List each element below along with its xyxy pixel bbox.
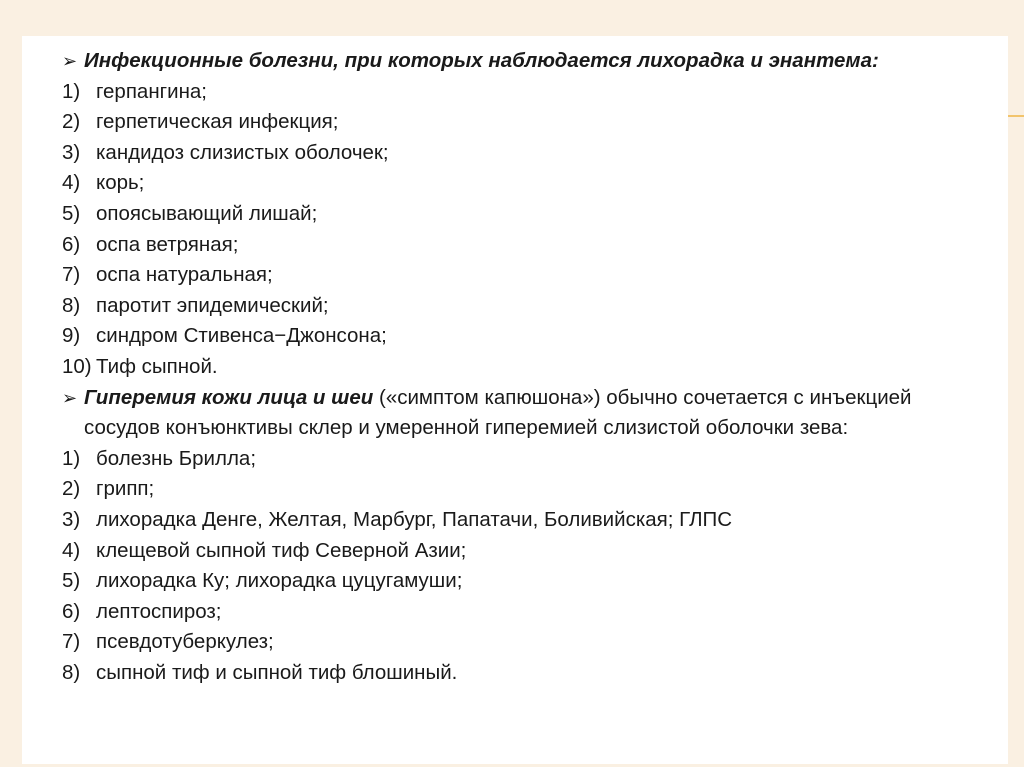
item-number: 4) [62, 171, 81, 195]
list-item [62, 291, 968, 322]
item-text: корь; [96, 171, 145, 195]
list-item [62, 321, 968, 352]
item-text: лептоспироз; [96, 599, 222, 623]
list-item [62, 444, 968, 475]
item-text: синдром Стивенса−Джонсона; [96, 324, 387, 348]
item-number: 9) [62, 324, 81, 348]
item-text: сыпной тиф и сыпной тиф блошиный. [96, 660, 458, 684]
list-item [62, 352, 968, 383]
slide-content [22, 36, 1008, 764]
item-text: псевдотуберкулез; [96, 630, 274, 654]
list-item [62, 199, 968, 230]
item-number: 5) [62, 569, 81, 593]
item-number: 3) [62, 507, 81, 531]
item-number: 2) [62, 477, 81, 501]
item-number: 3) [62, 140, 81, 164]
item-number: 2) [62, 110, 81, 134]
item-number: 1) [62, 79, 81, 103]
item-number: 7) [62, 630, 81, 654]
item-number: 4) [62, 538, 81, 562]
list-item [62, 536, 968, 567]
item-text: лихорадка Денге, Желтая, Марбург, Папатачи, Боливийская; ГЛПС [96, 507, 733, 531]
item-text: лихорадка Ку; лихорадка цуцугамуши; [96, 569, 463, 593]
section2-heading [62, 383, 968, 444]
item-number: 10) [62, 354, 92, 378]
item-text: болезнь Брилла; [96, 446, 257, 470]
section2-title-rest: («симптом капюшона») обычно сочетается с инъекцией сосудов конъюнктивы склер и умеренной гиперемией слизистой оболочки зева: [84, 385, 912, 440]
item-text: паротит эпидемический; [96, 293, 329, 317]
section2-list [62, 444, 968, 689]
item-number: 5) [62, 201, 81, 225]
list-item [62, 168, 968, 199]
item-text: кандидоз слизистых оболочек; [96, 140, 389, 164]
list-item [62, 230, 968, 261]
section1-heading [62, 46, 968, 77]
list-item [62, 658, 968, 689]
arrow-bullet-icon: ➢ [62, 51, 78, 71]
item-text: Тиф сыпной. [96, 354, 218, 378]
item-number: 8) [62, 660, 81, 684]
section2-title-bold: Гиперемия кожи лица и шеи [84, 385, 374, 409]
item-text: герпетическая инфекция; [96, 110, 339, 134]
list-item [62, 566, 968, 597]
section2-title [84, 383, 968, 444]
list-item [62, 107, 968, 138]
item-text: оспа ветряная; [96, 232, 239, 256]
item-text: опоясывающий лишай; [96, 201, 318, 225]
item-text: клещевой сыпной тиф Северной Азии; [96, 538, 467, 562]
item-number: 6) [62, 599, 81, 623]
item-text: герпангина; [96, 79, 207, 103]
section1-title: Инфекционные болезни, при которых наблюдается лихорадка и энантема: [84, 49, 879, 72]
arrow-bullet-icon: ➢ [62, 387, 78, 408]
list-item [62, 138, 968, 169]
list-item [62, 77, 968, 108]
item-text: грипп; [96, 477, 155, 501]
item-number: 6) [62, 232, 81, 256]
item-number: 1) [62, 446, 81, 470]
list-item [62, 627, 968, 658]
section1-list [62, 77, 968, 383]
list-item [62, 474, 968, 505]
item-text: оспа натуральная; [96, 263, 273, 287]
list-item [62, 505, 968, 536]
item-number: 8) [62, 293, 81, 317]
list-item [62, 597, 968, 628]
item-number: 7) [62, 263, 81, 287]
accent-line [1008, 115, 1024, 117]
list-item [62, 260, 968, 291]
